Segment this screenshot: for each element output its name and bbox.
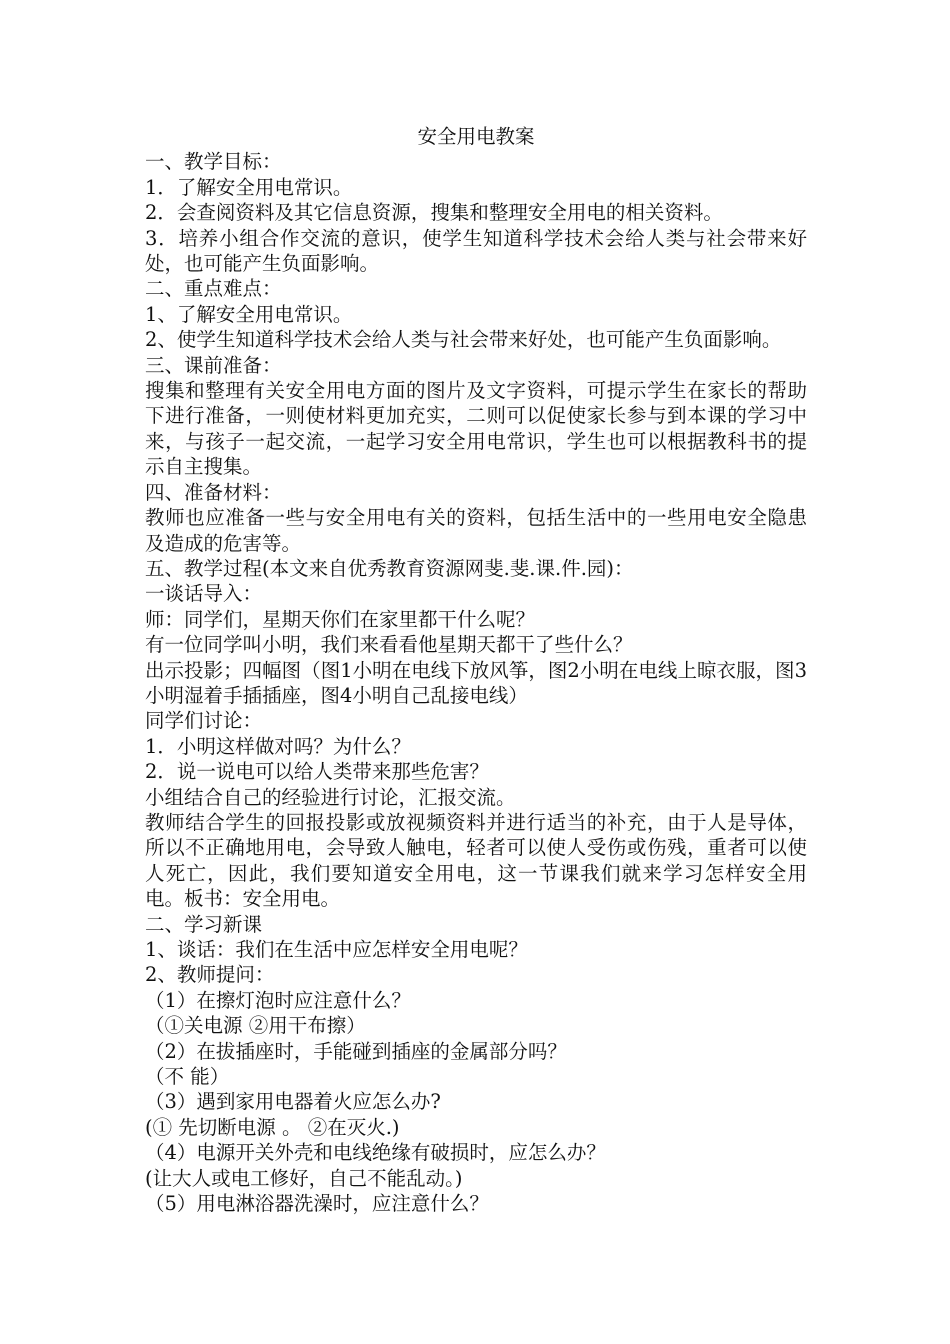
heading-process: 五、教学过程(本文来自优秀教育资源网斐.斐.课.件.园)： xyxy=(145,556,634,580)
document-body xyxy=(145,124,807,1216)
lesson-questions-heading: 2、教师提问： xyxy=(145,963,275,987)
question-5: （5）用电淋浴器洗澡时，应注意什么？ xyxy=(145,1192,489,1216)
discussion-heading: 同学们讨论： xyxy=(145,709,263,733)
heading-new-lesson: 二、学习新课 xyxy=(145,912,263,936)
projection-text: 出示投影；四幅图（图1小明在电线下放风筝，图2小明在电线上晾衣服，图3小明湿着手插插座，图4小明自己乱接电线） xyxy=(145,658,807,707)
teacher-question: 师：同学们，星期天你们在家里都干什么呢？ xyxy=(145,607,536,631)
question-1: （1）在擦灯泡时应注意什么？ xyxy=(145,988,411,1012)
materials-text: 教师也应准备一些与安全用电有关的资料，包括生活中的一些用电安全隐患及造成的危害等。 xyxy=(145,506,807,555)
discussion-q2: 2．说一说电可以给人类带来那些危害？ xyxy=(145,760,489,784)
objective-1: 1．了解安全用电常识。 xyxy=(145,175,353,199)
teacher-summary: 教师结合学生的回报投影或放视频资料并进行适当的补充，由于人是导体，所以不正确地用电，会导致人触电，轻者可以使人受伤或伤残，重者可以使人死亡，因此，我们要知道安全用电，这一节课我们就来学习怎样安全用电。板书：安全用电。 xyxy=(145,810,807,911)
question-3: （3）遇到家用电器着火应怎么办? xyxy=(145,1090,441,1114)
xiaoming-intro: 有一位同学叫小明，我们来看看他星期天都干了些什么？ xyxy=(145,633,633,657)
key-point-1: 1、了解安全用电常识。 xyxy=(145,302,353,326)
lesson-talk: 1、谈话：我们在生活中应怎样安全用电呢？ xyxy=(145,938,528,961)
answer-4: (让大人或电工修好，自己不能乱动。) xyxy=(145,1166,463,1190)
heading-materials: 四、准备材料： xyxy=(145,480,282,504)
question-2: （2）在拔插座时，手能碰到插座的金属部分吗？ xyxy=(145,1039,567,1063)
objective-2: 2．会查阅资料及其它信息资源，搜集和整理安全用电的相关资料。 xyxy=(145,201,723,225)
heading-objectives: 一、教学目标： xyxy=(145,150,282,174)
heading-preparation: 三、课前准备： xyxy=(145,353,282,377)
heading-key-points: 二、重点难点： xyxy=(145,277,282,301)
question-4: （4）电源开关外壳和电线绝缘有破损时，应怎么办？ xyxy=(145,1141,606,1165)
key-point-2: 2、使学生知道科学技术会给人类与社会带来好处，也可能产生负面影响。 xyxy=(145,328,782,352)
answer-2: （不 能） xyxy=(145,1065,230,1089)
discussion-q1: 1．小明这样做对吗？为什么？ xyxy=(145,734,411,758)
objective-3: 3．培养小组合作交流的意识，使学生知道科学技术会给人类与社会带来好处，也可能产生负面影响。 xyxy=(145,226,807,276)
group-discussion: 小组结合自己的经验进行讨论，汇报交流。 xyxy=(145,785,516,809)
answer-3: (① 先切断电源 。 ②在灭火.) xyxy=(145,1115,400,1139)
preparation-text: 搜集和整理有关安全用电方面的图片及文字资料，可提示学生在家长的帮助下进行准备，一则使材料更加充实，二则可以促使家长参与到本课的学习中来，与孩子一起交流，一起学习安全用电常识，学生也可以根据教科书的提示自主搜集。 xyxy=(145,379,807,479)
answer-1: （①关电源 ②用干布擦） xyxy=(145,1014,366,1038)
document-title: 安全用电教案 xyxy=(417,125,535,148)
subheading-intro: 一谈话导入： xyxy=(145,582,263,606)
